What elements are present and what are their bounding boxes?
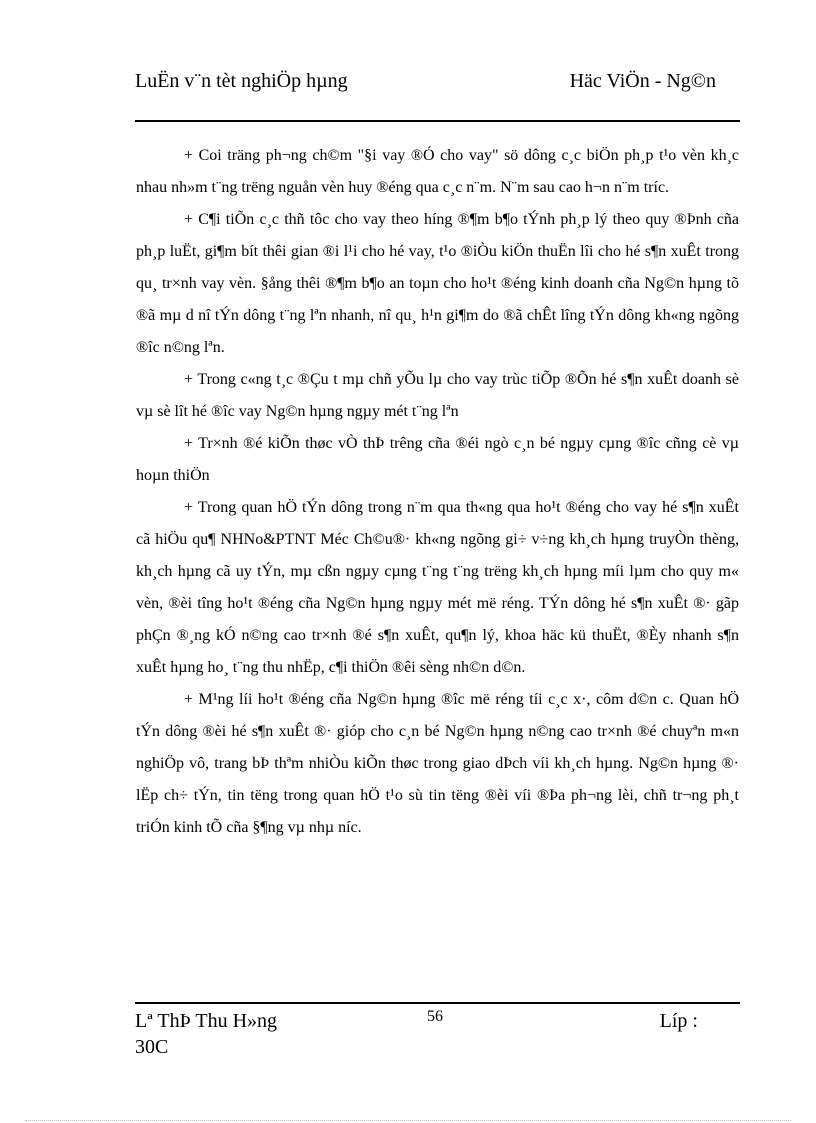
paragraph: + Tr×nh ®é kiÕn thøc vÒ thÞ trêng cña ®éi ngò c¸n bé ngµy cµng ®îc cñng cè vµ hoµn thiÖn <box>136 435 739 484</box>
footer-author: Lª ThÞ Thu H»ng 30C <box>135 1010 278 1058</box>
body-text <box>136 140 739 844</box>
paragraph: + Coi träng ph¬ng ch©m "§i vay ®Ó cho vay" sö dông c¸c biÖn ph¸p t¹o vèn kh¸c nhau nh»m t¨ng trëng nguån vèn huy ®éng qua c¸c n¨m. N¨m sau cao h¬n n¨m tríc. <box>136 147 739 196</box>
paragraph: + M¹ng líi ho¹t ®éng cña Ng©n hµng ®îc më réng tíi c¸c x·, côm d©n c. Quan hÖ tÝn dông ®èi hé s¶n xuÊt ®· gióp cho c¸n bé Ng©n hµng n©ng cao tr×nh ®é chuyªn m«n nghiÖp vô, trang bÞ thªm nhiÒu kiÕn thøc trong giao dÞch víi kh¸ch hµng. Ng©n hµng ®· lËp ch÷ tÝn, tin tëng trong quan hÖ t¹o sù tin tëng ®èi víi ®Þa ph¬ng lèi, chñ tr¬ng ph¸t triÓn kinh tÕ cña §¶ng vµ nhµ níc. <box>136 691 739 836</box>
paragraph: + Trong c«ng t¸c ®Çu t mµ chñ yÕu lµ cho vay trùc tiÕp ®Õn hé s¶n xuÊt doanh sè vµ sè lît hé ®îc vay Ng©n hµng ngµy mét t¨ng lªn <box>136 371 739 420</box>
paragraph: + Trong quan hÖ tÝn dông trong n¨m qua th«ng qua ho¹t ®éng cho vay hé s¶n xuÊt cã hiÖu qu¶ NHNo&PTNT Méc Ch©u®· kh«ng ngõng gi÷ v÷ng kh¸ch hµng truyÒn thèng, kh¸ch hµng cã uy tÝn, mµ cßn ngµy cµng t¨ng t¨ng trëng kh¸ch hµng míi lµm cho quy m« vèn, ®èi tîng ho¹t ®éng cña Ng©n hµng ngµy mét më réng. TÝn dông hé s¶n xuÊt ®· gãp phÇn ®¸ng kÓ n©ng cao tr×nh ®é s¶n xuÊt, qu¶n lý, khoa häc kü thuËt, ®Èy nhanh s¶n xuÊt hµng ho¸ t¨ng thu nhËp, c¶i thiÖn ®êi sèng nh©n d©n. <box>136 499 739 676</box>
bottom-dotted-rule <box>25 1120 791 1121</box>
header-thesis-title: LuËn v¨n tèt nghiÖp hµng <box>135 70 348 92</box>
page-number: 56 <box>427 1008 443 1025</box>
paragraph: + C¶i tiÕn c¸c thñ tôc cho vay theo híng ®¶m b¶o tÝnh ph¸p lý theo quy ®Þnh cña ph¸p luËt, gi¶m bít thêi gian ®i l¹i cho hé vay, t¹o ®iÒu kiÖn thuËn lîi cho hé s¶n xuÊt trong qu¸ tr×nh vay vèn. §ång thêi ®¶m b¶o an toµn cho ho¹t ®éng kinh doanh cña Ng©n hµng tõ ®ã mµ d nî tÝn dông t¨ng lªn nhanh, nî qu¸ h¹n gi¶m do ®ã chÊt lîng tÝn dông kh«ng ngõng ®îc n©ng lªn. <box>136 211 739 356</box>
footer-class: Líp : <box>659 1010 698 1032</box>
page-footer <box>135 1002 740 1064</box>
page-header <box>135 68 740 122</box>
header-institution: Häc ViÖn - Ng©n <box>569 70 716 92</box>
